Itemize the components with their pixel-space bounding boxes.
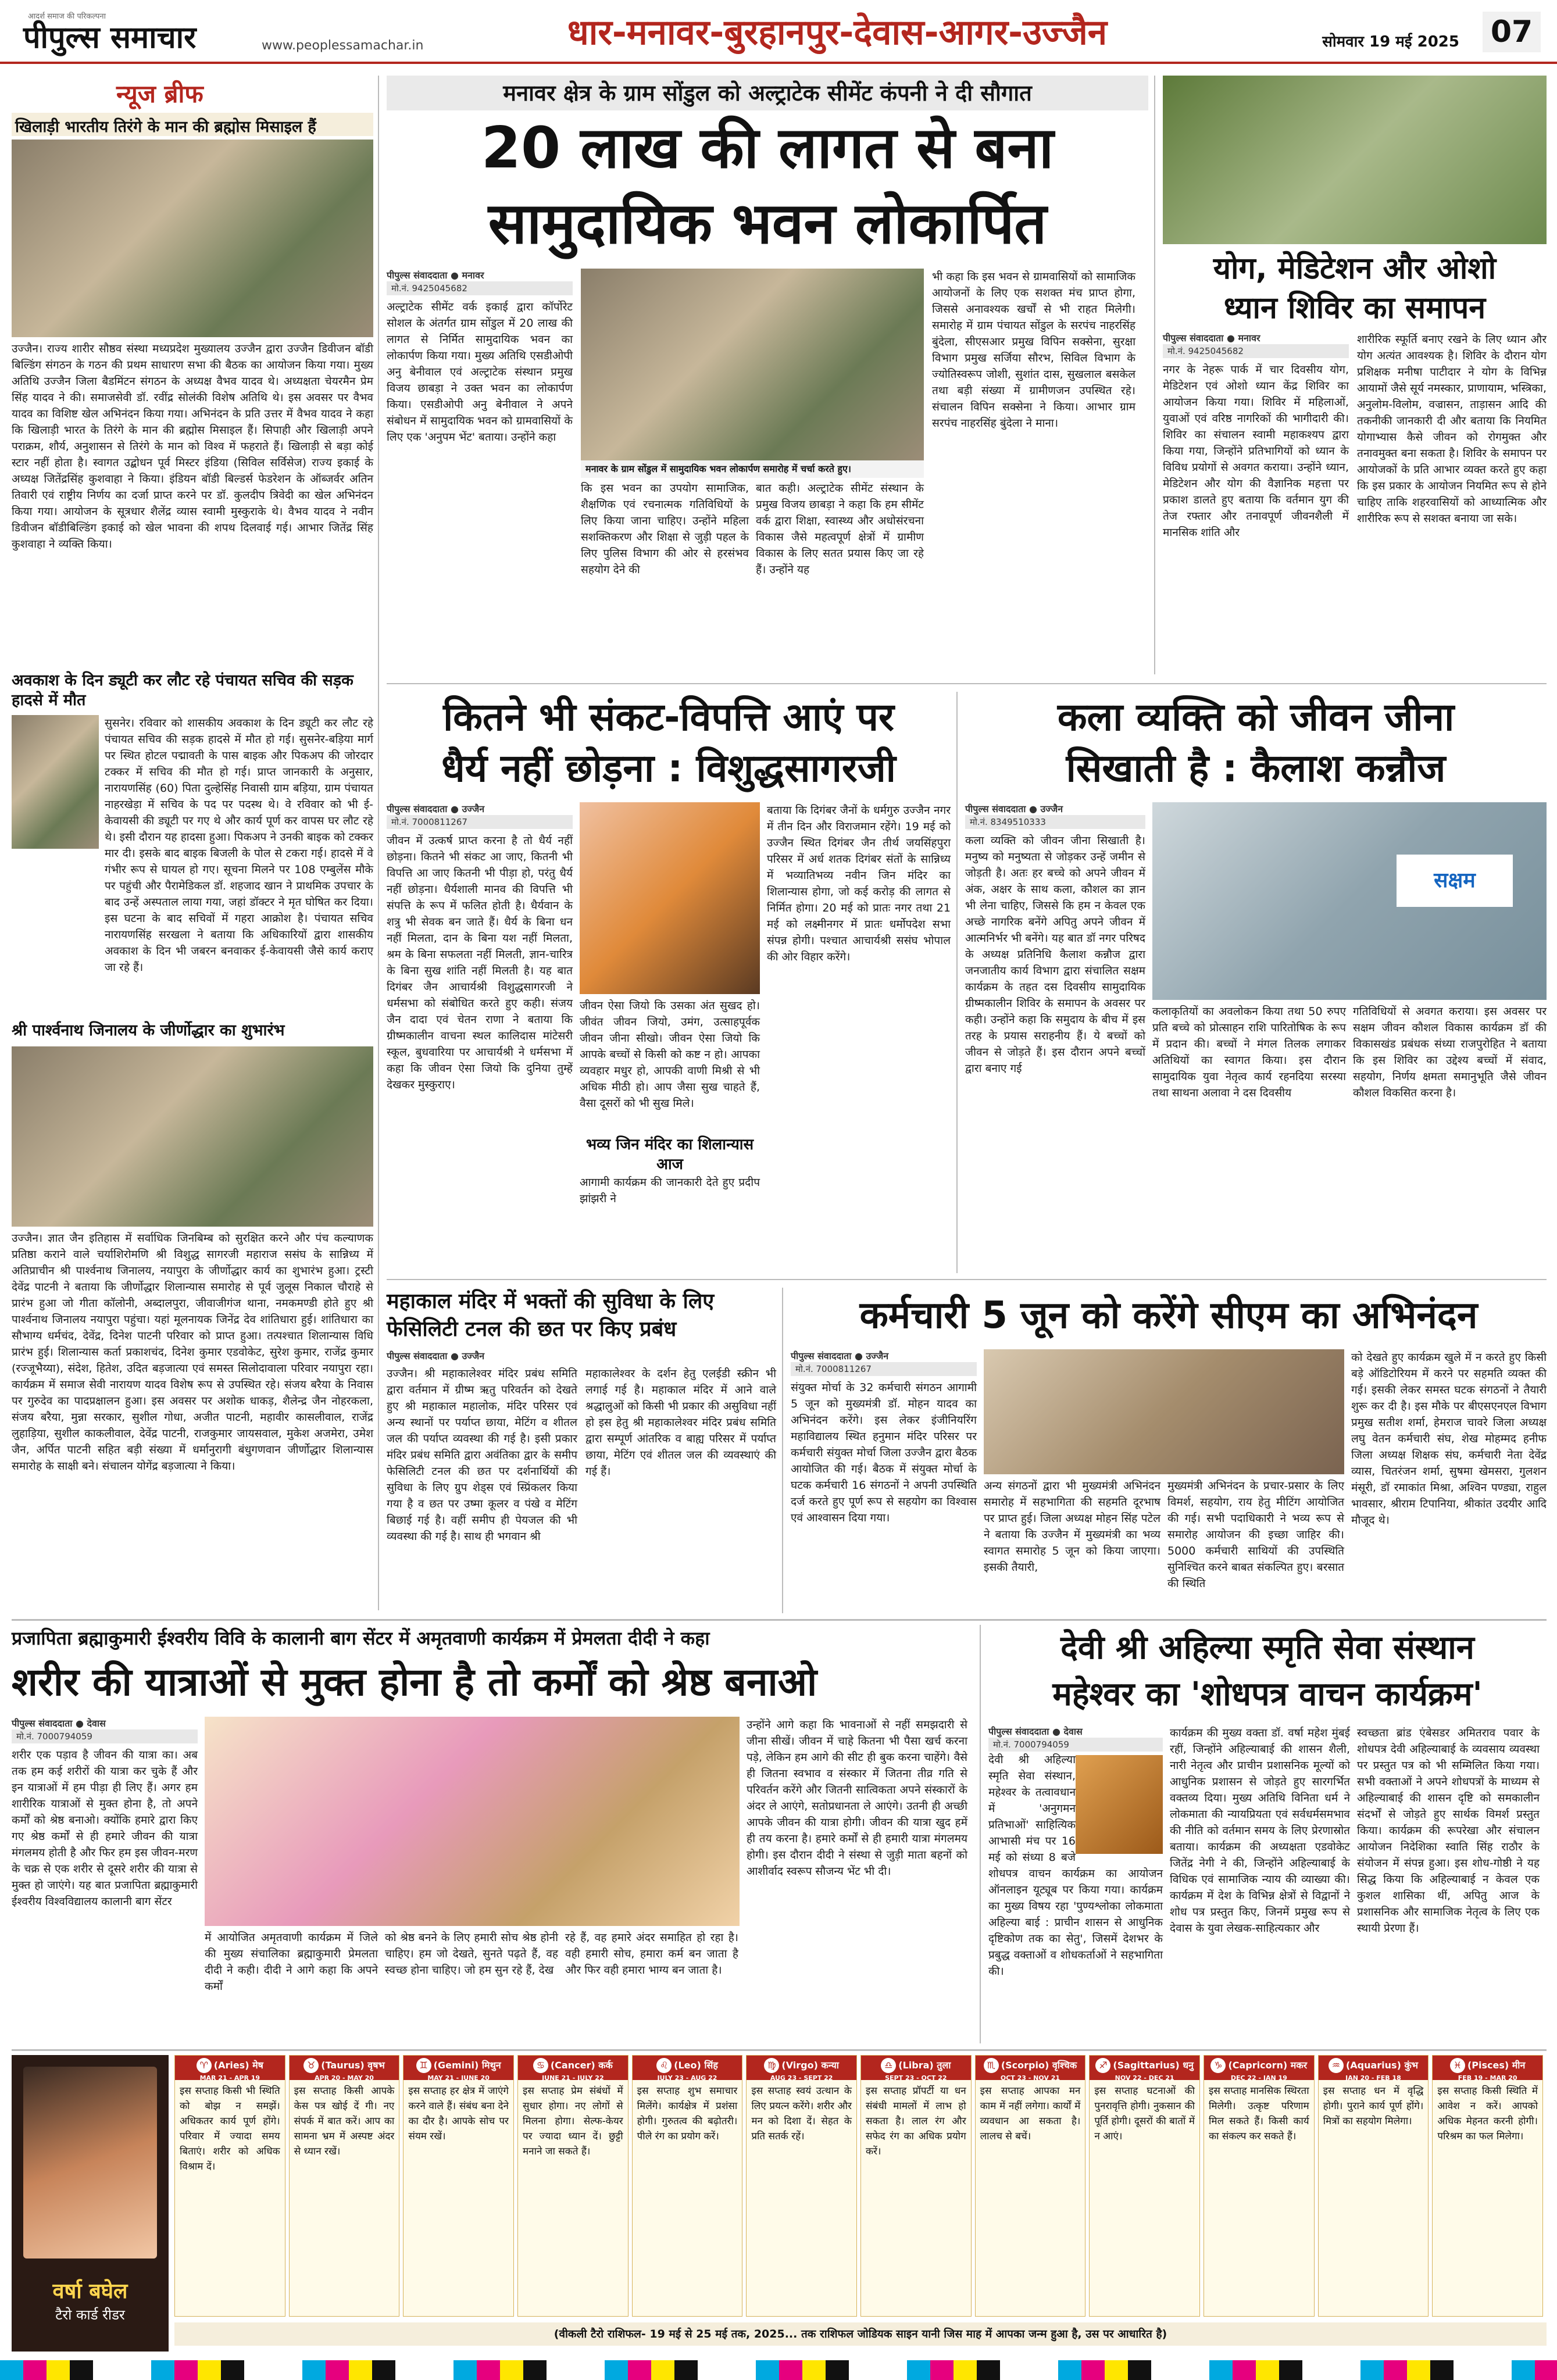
story4-photo [1152,802,1547,1000]
story4-byline: पीपुल्स संवाददाता ● उज्जैन [965,803,1063,814]
brief1-body: उज्जैन। राज्य शारीर सौष्ठव संस्था मध्यप्रदेश मुख्यालय उज्जैन द्वारा उज्जैन डिवीजन बॉडी बिल्डिंग संगठन के गठन की प्रथम साधारण सभा की बैठक का आयोजन किया गया। मुख्य अतिथि उज्जैन जिला बैडमिंटन संगठन के अध्यक्ष वैभव यादव थे। अध्यक्षता चेयरमैन प्रेम सिंह यादव ने की। समाजसेवी डॉ. रवींद्र सोलंकी विशेष अतिथि थे। इस अवसर पर वैभव यादव का विशिष्ट खेल अभिनंदन किया गया। अभिनंदन के प्रति उत्तर में वैभव यादव ने कहा कि खिलाड़ी भारत के तिरंगे के मान की ब्रह्मोस मिसाइल हैं। सिपाही और खिलाड़ी अपने पराक्रम, शौर्य, अनुशासन से तिरंगे के मान को विश्व में फहराते हैं। खिलाड़ी से बड़ा कोई स्टार नहीं होता है। स्वागत उद्बोधन पूर्व मिस्टर इंडिया (सिविल सर्विसेज) राज्य इकाई के अध्यक्ष जितेंद्रसिंह कुशवाहा ने किया। इंडियन बॉडी बिल्डर्स फेडरेशन के ऑब्जर्वर अतिन तिवारी एवं राष्ट्रीय निर्णय का दर्जा प्राप्त करने पर डॉ. कुलदीप त्रिवेदी का खेल अभिनंदन किया गया। आयोजन के सूत्रधार शैलेंद्र व्यास स्वामी मुस्कुराके थे। वैभव यादव ने नवीन डिवीजन बॉडीबिल्डिंग इकाई को खेल भावना की शपथ दिलवाई गई। आभार जितेंद्र सिंह कुशवाहा ने व्यक्ति किया। [12,342,373,551]
logo-text: पीपुल्स समाचार [23,20,197,55]
rashi-text: इस सप्ताह हर क्षेत्र में जाएंगे करने वाले हैं। संबंध बना देने का दौर है। आपके सोच पर संयम रखें। [408,2085,509,2142]
rashi-text: इस सप्ताह मानसिक स्थिरता मिलेगी। उत्कृष्ट परिणाम मिल सकते हैं। किसी कार्य का संकल्प कर सकते हैं। [1209,2085,1309,2142]
story8-headline-2: महेश्वर का 'शोधपत्र वाचन कार्यक्रम' [1052,1675,1483,1713]
story3-byline: पीपुल्स संवाददाता ● उज्जैन [387,803,485,814]
story2-mobile: मो.नं. 9425045682 [1163,344,1349,358]
rashi-box-5 [746,2055,857,2317]
rashi-box-11 [1432,2055,1543,2317]
rashi-box-6 [860,2055,972,2317]
story8-headline-1: देवी श्री अहिल्या स्मृति सेवा संस्थान [1060,1629,1474,1667]
rashi-box-7 [975,2055,1086,2317]
rashi-header [1090,2056,1199,2080]
story8-mobile: मो.नं. 7000794059 [988,1738,1163,1752]
story1-col1: अल्ट्राटेक सीमेंट वर्क इकाई द्वारा कॉर्पोरेट सोशल के अंतर्गत ग्राम सोंडुल में 20 लाख की लागत से निर्मित सामुदायिक भवन का लोकार्पण किया गया। मुख्य अतिथि एसडीओपी अनु बेनीवाल एवं अल्ट्राटेक संस्थान प्रमुख विजय छाबड़ा ने उक्त भवन का लोकार्पण किया। एसडीओपी अनु बेनीवाल ने अपने संबोधन में सामुदायिक भवन को ग्रामवासियों के लिए एक 'अनुपम भेंट' बताया। उन्होंने कहा [387,301,573,444]
rashi-dates: NOV 22 - DEC 21 [1115,2074,1174,2082]
story6-col1: संयुक्त मोर्चा के 32 कर्मचारी संगठन आगामी 5 जून को मुख्यमंत्री डॉ. मोहन यादव का अभिनंदन करेंगे। इस लेकर इंजीनियरिंग महाविद्यालय स्थित हनुमान मंदिर परिसर पर कर्मचारी संयुक्त मोर्चा जिला उज्जैन द्वारा बैठक आयोजित की गई। बैठक में संयुक्त मोर्चा के घटक कर्मचारी 16 संगठनों ने अपनी उपस्थिति दर्ज करते हुए पूर्ण रूप से सहयोग का विश्वास एवं आश्वासन दिया गया। [791,1381,977,1524]
newspaper-logo[interactable] [23,10,267,55]
rashi-header [861,2056,971,2080]
rashi-name: (Aries) मेष [213,2060,263,2071]
story3-sub-body: आगामी कार्यक्रम की जानकारी देते हुए प्रदीप झांझरी ने [580,1176,760,1205]
rashi-box-10 [1318,2055,1429,2317]
zodiac-icon: ♈ [197,2058,212,2073]
story6-col4: को देखते हुए कार्यक्रम खुले में न करते हुए किसी बड़े ऑडिटोरियम में करने पर सहमति व्यक्त की गई। इसकी लेकर समस्त घटक संगठनों ने तैयारी शुरू कर दी है। इस मौके पर बीएसएनएल विभाग प्रमुख सतीश शर्मा, हेमराज चावरे जिला अध्यक्ष लघु वेतन कर्मचारी संघ, शेख मोहम्मद हनीफ जिला अध्यक्ष शिक्षक संघ, कर्मचारी नेता देवेंद्र व्यास, चितरंजन शर्मा, सुषमा खेमसरा, गुलशन मंसूरी, डॉ रमाकांत मिश्रा, अश्विन पण्ड्या, राहुल भावसार, श्रीराम टिपानिया, श्रीकांत उदयीर आदि मौजूद थे। [1351,1351,1547,1527]
rashi-header [1433,2056,1542,2080]
rashi-dates: JAN 20 - FEB 18 [1345,2074,1401,2082]
rashi-box-2 [403,2055,514,2317]
rashi-dates: JULY 23 - AUG 22 [657,2074,717,2082]
rashi-header [175,2056,285,2080]
story4-headline-1: कला व्यक्ति को जीवन जीना [1057,695,1455,739]
story7-col4: रहे हैं, वह हमारे अंदर समाहित हो रहा है। वही हमारी सोच, हमारा कर्म बन जाता है और फिर वही हमारा भाग्य बन जाता है। [565,1931,738,1977]
story8-byline: पीपुल्स संवाददाता ● देवास [988,1726,1083,1737]
rashifal-grid [174,2055,1547,2317]
story6-photo [984,1349,1344,1474]
story7-photo [205,1717,740,1926]
rashi-dates: APR 20 - MAY 20 [315,2074,374,2082]
rashi-name: (Virgo) कन्या [781,2060,839,2071]
story2-headline-1: योग, मेडिटेशन और ओशो [1213,251,1497,286]
sakshm-banner: सक्षम [1397,855,1513,907]
zodiac-icon: ♌ [656,2058,672,2073]
story1-col4: भी कहा कि इस भवन से ग्रामवासियों को सामाजिक आयोजनों के लिए एक सशक्त मंच प्राप्त होगा, जिससे अनावश्यक खर्चों से भी राहत मिलेगी। समारोह में ग्राम पंचायत सोंडुल के सरपंच नाहरसिंह बुंदेला, सीएसआर प्रमुख विपिन सक्सेना, सुरक्षा विभाग प्रमुख सर्जिया सौरभ, सिविल विभाग के ज्योतिस्वरूप जोशी, सुशांत दास, सुखलाल बसकेल तथा बड़ी संख्या में ग्रामीणजन उपस्थित रहे। संचालन विपिन सक्सेना ने किया। आभार ग्राम सरपंच नाहरसिंह बुंदेला ने माना। [932,270,1135,430]
brief2-photo [12,715,99,849]
brief3-photo [12,1046,373,1227]
print-registration-marks [0,2360,1557,2380]
story8-photo [1076,1755,1163,1854]
story1-mobile: मो.नं. 9425045682 [387,281,573,295]
rashi-text: इस सप्ताह किसी भी स्थिति को बोझ न समझें। अधिकतर कार्य पूर्ण होंगे। परिवार में ज्यादा समय बिताएं। शरीर को अधिक विश्राम दें। [180,2085,280,2172]
rashi-name: (Sagittarius) धनु [1113,2060,1194,2071]
rashi-box-4 [632,2055,743,2317]
zodiac-icon: ♋ [533,2058,548,2073]
story3-col3: बताया कि दिगंबर जैनों के धर्मगुरु उज्जैन नगर में तीन दिन और विराजमान रहेंगे। 19 मई को उज्जैन स्थित दिगंबर जैन तीर्थ जयसिंहपुरा परिसर में अर्ध शतक दिगंबर संतों के सान्निध्य में भव्यातिभव्य नवीन जिन मंदिर का शिलान्यास होगा, जो कई करोड़ की लागत से निर्मित होगा। 20 मई को प्रातः नगर तथा 21 मई को लक्ष्मीनगर में प्रातः धर्मोपदेश सभा संपन्न होगी। पश्चात आचार्यश्री ससंघ भोपाल की ओर विहार करेंगे। [767,804,951,963]
rashi-name: (Aquarius) कुंभ [1345,2060,1418,2071]
rashi-name: (Libra) तुला [898,2060,951,2071]
rashi-text: इस सप्ताह किसी आपके केस पत्र खोई दें गी। नए संपर्क में बात करें। आप का सामना भ्रम में अस्पष्ट अंदर से ध्यान रखें। [294,2085,395,2157]
story7-mobile: मो.नं. 7000794059 [12,1729,198,1743]
story-community-hall [387,76,1148,674]
reader-title: टैरो कार्ड रीडर [55,2307,125,2323]
story-yoga-camp [1163,76,1547,674]
story7-byline: पीपुल्स संवाददाता ● देवास [12,1718,106,1729]
rashi-dates: JUNE 21 - JULY 22 [542,2074,604,2082]
story3-col1: जीवन में उत्कर्ष प्राप्त करना है तो धैर्य नहीं छोड़ना। कितने भी संकट आ जाए, कितनी भी विपत्ति आ जाए कितनी भी पीड़ा हो, परंतु धैर्य नहीं छोड़ना। धैर्यशाली मानव की विपत्ति भी संपत्ति के रूप में फलित होती है। धैर्यवान के शत्रु भी सेवक बन जाते हैं। धैर्य के बिना धन नहीं मिलता, दान के बिना यश नहीं मिलता, श्रम के बिना सफलता नहीं मिलती, ज्ञान-चारित्र के बिना सुख शांति नहीं मिलती है। यह बात दिगंबर जैन आचार्यश्री विशुद्धसागरजी ने धर्मसभा को संबोधित करते हुए कही। संजय जैन दादा एवं चेतन राणा ने बताया कि ग्रीष्मकालीन वाचना स्थल कालिदास मांटेसरी स्कूल, बुधवारिया पर आचार्यश्री ने धर्मसभा में कहा कि जीवन ऐसा जियो कि दुनिया तुम्हें देखकर मुस्कुराए। [387,834,573,1091]
story6-byline: पीपुल्स संवाददाता ● उज्जैन [791,1350,889,1361]
story5-byline: पीपुल्स संवाददाता ● उज्जैन [387,1350,485,1361]
story1-col2: कि इस भवन का उपयोग सामाजिक, शैक्षणिक एवं रचनात्मक गतिविधियों के लिए किया जाना चाहिए। उन्होंने महिला सशक्तिकरण और शिक्षा से जुड़ी पहल के लिए पुलिस विभाग की ओर से हरसंभव सहयोग देने की [581,482,749,576]
rashi-header [976,2056,1085,2080]
rashi-text: इस सप्ताह आपका मन काम में नहीं लगेगा। कार्यों में व्यवधान आ सकता है। लालच से बचें। [980,2085,1081,2142]
story3-headline-2: धैर्य नहीं छोड़ना : विशुद्धसागरजी [441,746,896,791]
story7-col5: उन्होंने आगे कहा कि भावनाओं से नहीं समझदारी से जीना सीखें। जीवन में चाहे कितना भी पैसा खर्च करना पड़े, लेकिन हम आगे की सीट ही बुक करना चाहेंगे। वैसे ही जितना स्वभाव व संस्कार में जितना तीव्र गति से परिवर्तन करेंगे और जितनी सात्विकता अपने संस्कारों के अंदर ले आएंगे, सतोप्रधानता ले आएंगे। उतनी ही अच्छी आपके जीवन की यात्रा होगी। जीवन की यात्रा खुद हमें ही तय करना है। हमारे कर्मों से ही हमारी यात्रा मंगलमय होगी। इस दौरान दीदी ने संस्था से जुड़ी माता बहनों को आशीर्वाद स्वरूप सौजन्य भेंट भी दी। [747,1718,967,1878]
story3-col2: जीवन ऐसा जियो कि उसका अंत सुखद हो। जीवंत जीवन जियो, उमंग, उत्साहपूर्वक जीवन जीना सीखो। जीवन ऐसा जियो कि आपके बच्चों से किसी को कष्ट न हो। आपका व्यवहार मधुर हो, आपकी वाणी मिश्री से भी अधिक मीठी हो। आप जैसा सुख चाहते हैं, वैसा दूसरों को भी सुख मिले। [580,999,760,1110]
site-url[interactable]: www.peoplessamachar.in [262,38,424,53]
rashi-header [290,2056,399,2080]
brief3-body: उज्जैन। ज्ञात जैन इतिहास में सर्वाधिक जिनबिम्ब को सुरक्षित करने और पंच कल्याणक प्रतिष्ठा कराने वाले चर्याशिरोमणि श्री विशुद्ध सागरजी महाराज ससंघ के सान्निध्य में अतिप्राचीन श्री पार्श्वनाथ जिनालय, नयापुरा के जीर्णोद्धार कार्य का शुभारंभ हुआ। ट्रस्टी देवेंद्र पाटनी ने बताया कि जीर्णोद्धार शिलान्यास समारोह से पूर्व जुलूस निकाल चौराहे से प्रारंभ हुआ जो गीता कॉलोनी, अब्दालपुरा, जीवाजीगंज थाना, नमकमण्डी होते हुए श्री पार्श्वनाथ जिनालय नयापुरा पहुंचा। यहां मूलनायक जिनेंद्र देव शांतिधारा हुई। शांतिधारा का सौभाग्य धर्मचंद, देवेंद्र, दिनेश पाटनी परिवार को प्राप्त हुआ। तत्पश्चात शिलान्यास विधि प्रारंभ हुई। शिलान्यास कर्ता प्रकाशचंद, दिनेश कुमार एडवोकेट, सुरेश कुमार, राजेंद्र कुमार (रज्जूभैय्या), संदेश, हितेश, उदित बड़जात्या एवं समस्त सिलोदावाला परिवार नयापुरा रहा। कार्यक्रम में समाज सेवी नारायण यादव विशेष रूप से उपस्थित रहे। संजय बरैया के निवास पर गुरुदेव का पादप्रक्षालन हुआ। इस अवसर पर अशोक धाकड़, शैलेन्द्र जैन नोहरकला, संजय बरैया, मुन्ना सरकार, सुशील गोधा, अजीत पाटनी, महावीर कासलीवाल, राजेंद्र लुहाड़िया, सुशील काकलीवाल, देवेंद्र पाटनी, राजकुमार जायसवाल, मुकेश अजमेरा, उमेश जैन, अर्पित पाटनी सहित बड़ी संख्या में धर्मानुरागी बंधुगणवान जीर्णोद्धार शिलान्यास समारोह के साक्षी बने। संचालन योगेंद्र बड़जात्या ने किया। [12,1232,373,1473]
rashi-text: इस सप्ताह प्रॉपर्टी या धन संबंधी मामलों में लाभ हो सकता है। लाल रंग और सफेद रंग का अधिक प्रयोग करें। [866,2085,966,2157]
rashi-text: इस सप्ताह प्रेम संबंधों में सुधार होगा। नए लोगों से मिलना होगा। सेल्फ-केयर पर ज्यादा ध्यान दें। छुट्टी मनाने जा सकते हैं। [523,2085,623,2157]
rashi-box-0 [174,2055,285,2317]
story4-col1: कला व्यक्ति को जीवन जीना सिखाती है। मनुष्य को मनुष्यता से जोड़कर उन्हें जमीन से जोड़ती है। अतः हर बच्चे को अपने जीवन में अंक, अक्षर के साथ कला, कौशल का ज्ञान भी लेना चाहिए, जिससे कि हम न केवल एक अच्छे नागरिक बनेंगे अपितु अपने जीवन में आत्मनिर्भर भी बनेंगे। यह बात डॉ नगर परिषद के अध्यक्ष प्रतिनिधि कैलाश कन्नौज द्वारा जनजातीय कार्य विभाग द्वारा संचालित सक्षम कार्यक्रम के तहत दस दिवसीय सामुदायिक ग्रीष्मकालीन शिविर के समापन के अवसर पर कही। उन्होंने कहा कि समुदाय के बीच में इस तरह के प्रयास सराहनीय हैं। ये बच्चों को जीवन से जोड़ते हैं। इस दौरान अपने बच्चों द्वारा बनाए गई [965,834,1145,1075]
story8-col3: स्वच्छता ब्रांड एंबेसडर अमितराव पवार के शोधपत्र देवी अहिल्याबाई के व्यवसाय व्यवस्था पर प्रस्तुत पत्र को भी सम्मिलित किया गया। सभी वक्ताओं ने अपने शोधपत्रों के माध्यम से अहिल्याबाई की शासन दृष्टि को समकालीन संदर्भों से जोड़ते हुए सार्थक विमर्श प्रस्तुत किया। कार्यक्रम की रूपरेखा और संचालन आयोजन निदेशिका स्वाति सिंह राठौर के संयोजन में संपन्न हुआ। इस शोध-गोष्ठी ने यह सिद्ध किया कि अहिल्याबाई न केवल एक कुशल शासिका थीं, अपितु आज के प्रशासनिक और सामाजिक नेतृत्व के लिए एक स्थायी प्रेरणा हैं। [1357,1727,1540,1935]
rashi-box-3 [517,2055,628,2317]
rashi-dates: MAR 21 - APR 19 [199,2074,260,2082]
rashi-header [633,2056,742,2080]
story1-headline-2: सामुदायिक भवन लोकार्पित [488,191,1047,257]
story6-headline: कर्मचारी 5 जून को करेंगे सीएम का अभिनंदन [859,1294,1478,1337]
story4-mobile: मो.नं. 8349510333 [965,815,1145,829]
story2-col1: नगर के नेहरू पार्क में चार दिवसीय योग, मेडिटेशन एवं ओशो ध्यान केंद्र शिविर का आयोजन किया गया। शिविर में महिलाओं, युवाओं एवं वरिष्ठ नागरिकों की भागीदारी की। शिविर का संचालन स्वामी महाकश्यप द्वारा किया गया, जिन्होंने प्रतिभागियों को ध्यान के विविध प्रयोगों से अवगत कराया। उन्होंने ध्यान, मेडिटेशन और योग की वैज्ञानिक महत्ता पर प्रकाश डालते हुए बताया कि वर्तमान युग की तेज रफ्तार और तनावपूर्ण जीवनशैली में मानसिक शांति और [1163,363,1349,539]
story-kailash-kannoj [965,692,1547,1273]
news-brief-label: न्यूज ब्रीफ [116,80,203,108]
story1-photo [581,269,924,460]
story5-headline-2: फेसिलिटी टनल की छत पर किए प्रबंध [387,1317,677,1341]
zodiac-icon: ♎ [881,2058,896,2073]
story4-col2: कलाकृतियों का अवलोकन किया तथा 50 रुपए प्रति बच्चे को प्रोत्साहन राशि पारितोषिक के रूप में प्रदान की। बच्चों ने मंगल तिलक लगाकर अतिथियों का स्वागत किया। इस दौरान सामुदायिक युवा नेतृत्व कार्य रहनदिया सरस्या तथा साथना अलावा ने दस दिवसीय [1152,1005,1346,1099]
issue-date: सोमवार 19 मई 2025 [1322,33,1459,51]
reader-photo [23,2067,157,2259]
rashi-dates: MAY 21 - JUNE 20 [427,2074,490,2082]
story2-photo [1163,76,1547,244]
news-brief-column [12,76,373,1610]
rashi-name: (Pisces) मीन [1467,2060,1526,2071]
rashi-box-9 [1204,2055,1315,2317]
zodiac-icon: ♓ [1450,2058,1465,2073]
story7-col1: शरीर एक पड़ाव है जीवन की यात्रा का। अब तक हम कई शरीरों की यात्रा कर चुके हैं और इन यात्राओं में हम पीड़ा ही लिए हैं। अगर हम शारीरिक यात्राओं से मुक्त होना है, तो अपने कर्मों को श्रेष्ठ बनाओ। क्योंकि हमारे द्वारा किए गए श्रेष्ठ कर्मों से ही हमारे जीवन की यात्रा मंगलमय होती है और फिर हम इस जीवन-मरण के चक्र से एक शरीर से दूसरे शरीर की यात्रा से मुक्त हो जाएंगे। यह बात प्रजापिता ब्रह्माकुमारी ईश्वरीय विश्वविद्यालय कालानी बाग सेंटर [12,1749,198,1908]
story2-headline-2: ध्यान शिविर का समापन [1223,291,1486,326]
brief2-body: सुसनेर। रविवार को शासकीय अवकाश के दिन ड्यूटी कर लौट रहे पंचायत सचिव की सड़क हादसे में मौत हो गई। सुसनेर-बड़िया मार्ग पर स्थित होटल पद्मावती के पास बाइक और पिकअप की जोरदार टक्कर में सचिव की मौत हो गई। प्राप्त जानकारी के अनुसार, नारायणसिंह (60) पिता दुल्हेसिंह निवासी ग्राम बड़िया, ग्राम पंचायत नाहरखेड़ा में सचिव के पद पर पदस्थ थे। वे रविवार को भी ई-केवायसी की ड्यूटी पर गए थे और कार्य पूर्ण कर वापस घर लौट रहे थे। इसी दौरान यह हादसा हुआ। पिकअप ने उनकी बाइक को टक्कर मार दी। इसके बाद बाइक बिजली के पोल से टकरा गई। हादसे में वे गंभीर रूप से घायल हो गए। सूचना मिलने पर 108 एम्बुलेंस मौके पर पहुंची और पैरामेडिकल डॉ. शहजाद खान ने प्राथमिक उपचार के बाद उन्हें अस्पताल लाया गया, जहां डॉक्टर ने मृत घोषित कर दिया। इस घटना के बाद सचिवों में गहरा आक्रोश है। पंचायत सचिव नारायणसिंह सरखला ने बताया कि अधिकारियों द्वारा शासकीय अवकाश के दिन भी जबरन बनवाकर ई-केवायसी जैसे कार्य कराए जा रहे हैं। [105,717,373,974]
story2-col2: शारीरिक स्फूर्ति बनाए रखने के लिए ध्यान और योग अत्यंत आवश्यक है। शिविर के दौरान योग प्रशिक्षक मनीषा पाटीदार ने योग के विभिन्न आयामों जैसे सूर्य नमस्कार, प्राणायाम, भस्त्रिका, अनुलोम-विलोम, वज्रासन, ताड़ासन आदि की तकनीकी जानकारी दी और बताया कि नियमित योगाभ्यास कैसे जीवन को रोगमुक्त और तनावमुक्त बना सकता है। शिविर के समापन पर आयोजकों के प्रति आभार व्यक्त करते हुए कहा कि इस प्रकार के आयोजन नियमित रूप से होने चाहिए ताकि शहरवासियों को आध्यात्मिक और शारीरिक रूप से सशक्त बनाया जा सके। [1357,333,1547,525]
masthead [0,0,1557,64]
story8-col2: कार्यक्रम की मुख्य वक्ता डॉ. वर्षा महेश मुंबई रहीं, जिन्होंने अहिल्याबाई की शासन शैली, नारी नेतृत्व और प्राचीन प्रशासनिक मूल्यों को आधुनिक प्रशासन से जोड़ते हुए सारगर्भित वक्तव्य दिया। मुख्य अतिथि विनिता धर्म ने लोकमाता की न्यायप्रियता एवं सर्वधर्मसमभाव की नीति को वर्तमान समय के लिए प्रेरणास्रोत बताया। कार्यक्रम की अध्यक्षता एडवोकेट जितेंद्र नेगी ने की, जिन्होंने अहिल्याबाई के विधिक एवं सामाजिक न्याय की व्याख्या की। कार्यक्रम में देश के विभिन्न क्षेत्रों से विद्वानों ने शोध पत्र प्रस्तुत किए, जिनमें प्रमुख रूप से देवास के युवा लेखक-साहित्यकार और [1170,1727,1350,1935]
zodiac-icon: ♊ [416,2058,431,2073]
story3-subhead: भव्य जिन मंदिर का शिलान्यास आज [585,1136,754,1173]
region-title: धार-मनावर-बुरहानपुर-देवास-आगर-उज्जैन [567,12,1108,53]
story7-col3: को श्रेष्ठ बनने के लिए हमारी सोच श्रेष्ठ होनी चाहिए। हम जो देखते, सुनते पढ़ते हैं, वह स्वच्छ होना चाहिए। जो हम सुन रहे हैं, देख [385,1931,558,1977]
rashi-dates: DEC 22 - JAN 19 [1230,2074,1287,2082]
rashi-name: (Taurus) वृषभ [321,2060,385,2071]
zodiac-icon: ♉ [303,2058,319,2073]
rashifal-footer: (वीकली टैरो राशिफल- 19 मई से 25 मई तक, 2025... तक राशिफल जोडियक साइन यानी जिस माह में आपका जन्म हुआ है, उस पर आधारित है) [174,2322,1547,2346]
zodiac-icon: ♒ [1329,2058,1344,2073]
brief3-title: श्री पार्श्वनाथ जिनालय के जीर्णोद्धार का शुभारंभ [12,1021,285,1039]
rashi-box-8 [1089,2055,1200,2317]
story3-mobile: मो.नं. 7000811267 [387,815,573,829]
rashi-box-1 [289,2055,400,2317]
story7-headline: शरीर की यात्राओं से मुक्त होना है तो कर्मों को श्रेष्ठ बनाओ [12,1659,817,1704]
story1-col3: बात कही। अल्ट्राटेक सीमेंट संस्थान के प्रमुख विजय छाबड़ा ने कहा कि हम सीमेंट वर्क द्वारा शिक्षा, स्वास्थ्य और अधोसंरचना विकास जैसे महत्वपूर्ण क्षेत्रों में ग्रामीण विकास के लिए सतत प्रयास किए जा रहे हैं। उन्होंने यह [756,482,924,576]
reader-name: वर्षा बघेल [52,2279,128,2303]
story3-photo [580,802,760,994]
rashi-text: इस सप्ताह स्वयं उत्थान के लिए प्रयत्न करेंगे। शरीर और मन को दिशा दें। सेहत के प्रति सतर्क रहें। [751,2085,852,2142]
story5-headline-1: महाकाल मंदिर में भक्तों की सुविधा के लिए [387,1289,715,1313]
zodiac-icon: ♍ [764,2058,779,2073]
rashi-text: इस सप्ताह शुभ समाचार मिलेंगे। कार्यक्षेत्र में प्रशंसा होगी। गुरुतत्व की बढ़ोतरी। पीले रंग का प्रयोग करें। [637,2085,738,2142]
story1-headline-1: 20 लाख की लागत से बना [481,115,1054,181]
rashi-text: इस सप्ताह धन में वृद्धि होगी। पुराने कार्य पूर्ण होंगे। मित्रों का सहयोग मिलेगा। [1323,2085,1424,2127]
rashi-dates: OCT 23 - NOV 21 [1000,2074,1060,2082]
zodiac-icon: ♐ [1095,2058,1110,2073]
rashi-name: (Gemini) मिथुन [433,2060,501,2071]
story7-col2: में आयोजित अमृतवाणी कार्यक्रम में जिले की मुख्य संचालिका ब्रह्माकुमारी प्रेमलता दीदी ने कही। दीदी ने आगे कहा कि अपने कर्मों [205,1931,378,1993]
story1-kicker: मनावर क्षेत्र के ग्राम सोंडुल को अल्ट्राटेक सीमेंट कंपनी ने दी सौगात [387,76,1148,110]
story2-byline: पीपुल्स संवाददाता ● मनावर [1163,333,1260,344]
rashi-header [1319,2056,1429,2080]
brief2-title: अवकाश के दिन ड्यूटी कर लौट रहे पंचायत सचिव की सड़क हादसे में मौत [12,671,353,709]
rashi-text: इस सप्ताह घटनाओं की पुनरावृत्ति होगी। नुकसान की पूर्ति होगी। दूसरों की बातों में न आएं। [1094,2085,1195,2142]
rashi-header [403,2056,513,2080]
story5-col1: उज्जैन। श्री महाकालेश्वर मंदिर प्रबंध समिति द्वारा वर्तमान में ग्रीष्म ऋतु परिवर्तन को देखते हुए श्री महाकाल महालोक, मंदिर परिसर एवं अन्य स्थानों पर पर्याप्त छाया, मेटिंग व शीतल जल की पर्याप्त व्यवस्था की गई है। इसी प्रकार मंदिर प्रबंध समिति द्वारा अवंतिका द्वार के समीप फेसिलिटी टनल की छत पर दर्शनार्थियों की सुविधा के लिए ग्रुप शेड्स एवं स्प्रिंकलर किया गया है व छत पर उष्मा कूलर व पंखे व मेटिंग बिछाई गई है। वहीं समीप ही पेयजल की भी व्यवस्था की गई है। साथ ही भगवान श्री [387,1367,577,1543]
story6-col3: मुख्यमंत्री अभिनंदन के प्रचार-प्रसार के लिए विमर्श, सहयोग, राय हेतु मीटिंग आयोजित की गई। सभी पदाधिकारी ने भव्य रूप से समारोह आयोजन की इच्छा जाहिर की। 5000 कर्मचारी साथियों की उपस्थिति सुनिश्चित करने बाबत संकल्पित हुए। बरसात की स्थिति [1167,1480,1344,1590]
rashi-name: (Capricorn) मकर [1228,2060,1308,2071]
story-brahmakumari [12,1625,974,2043]
logo-tagline: आदर्श समाज की परिकल्पना [28,12,106,21]
tarot-reader-panel [12,2055,169,2352]
story6-col2: अन्य संगठनों द्वारा भी मुख्यमंत्री अभिनंदन समारोह में सहभागिता की सहमति दूरभाष पर प्राप्त हुई। जिला अध्यक्ष मोहन सिंह पटेल ने बताया कि उज्जैन में मुख्यमंत्री का भव्य स्वागत समारोह 5 जून को किया जाएगा। इसकी तैयारी, [984,1480,1160,1574]
rashi-header [1204,2056,1314,2080]
rashi-name: (Cancer) कर्क [550,2060,613,2071]
brief1-title: खिलाड़ी भारतीय तिरंगे के मान की ब्रह्मोस मिसाइल हैं [12,113,373,136]
story5-col2: महाकालेश्वर के दर्शन हेतु एलईडी स्क्रीन भी लगाई गई है। महाकाल मंदिर में आने वाले श्रद्धालुओं को किसी भी प्रकार की असुविधा नहीं हो इस हेतु श्री महाकालेश्वर मंदिर प्रबंध समिति द्वारा सम्पूर्ण आंतरिक व बाह्य परिसर में पर्याप्त छाया, मेटिंग एवं शीतल जल की व्यवस्थाएं की गई हैं। [585,1367,776,1478]
page-number: 07 [1483,12,1541,52]
zodiac-icon: ♑ [1210,2058,1226,2073]
story-mahakal-facility [387,1288,776,1613]
story1-photo-caption: मनावर के ग्राम सोंडुल में सामुदायिक भवन लोकार्पण समारोह में चर्चा करते हुए। [581,460,924,478]
story4-headline-2: सिखाती है : कैलाश कन्नौज [1066,746,1446,791]
rashi-name: (Scorpio) वृश्चिक [1001,2060,1077,2071]
story-employees-cm [791,1288,1547,1613]
story6-mobile: मो.नं. 7000811267 [791,1362,977,1376]
rashi-dates: SEPT 23 - OCT 22 [885,2074,947,2082]
story-ahilya-sansthan [988,1625,1547,2043]
rashi-name: (Leo) सिंह [674,2060,718,2071]
story7-kicker: प्रजापिता ब्रह्माकुमारी ईश्वरीय विवि के कालानी बाग सेंटर में अमृतवाणी कार्यक्रम में प्रेमलता दीदी ने कहा [12,1627,710,1649]
rashi-dates: AUG 23 - SEPT 22 [770,2074,833,2082]
story3-headline-1: कितने भी संकट-विपत्ति आएं पर [443,695,894,739]
zodiac-icon: ♏ [984,2058,999,2073]
rashi-header [747,2056,856,2080]
story4-col3: गतिविधियों से अवगत कराया। इस अवसर पर सक्षम जीवन कौशल विकास कार्यक्रम डॉ की विकासखंड प्रबंधक संध्या राजपुरोहित ने बताया कि इस शिविर का उद्देश्य बच्चों में संवाद, सहयोग, निर्णय क्षमता समानुभूति जैसे जीवन कौशल विकसित करना है। [1353,1005,1547,1099]
brief1-photo [12,140,373,337]
story-vishuddhasagar [387,692,951,1273]
rashi-text: इस सप्ताह किसी स्थिति में आवेश न करें। आपको अधिक मेहनत करनी होगी। परिश्रम का फल मिलेगा। [1437,2085,1538,2142]
story8-col1: देवी श्री अहिल्या स्मृति सेवा संस्थान, महेश्वर के तत्वावधान में 'अनुगमन प्रतिभाओं' साहित्यिक आभासी मंच पर 16 मई को संध्या 8 बजे शोधपत्र वाचन कार्यक्रम का आयोजन ऑनलाइन यूट्यूब पर किया गया। कार्यक्रम का मुख्य विषय रहा 'पुण्यश्लोका लोकमाता अहिल्या बाई : प्राचीन शासन से आधुनिक दृष्टिकोण तक का सेतु', जिसमें देशभर के प्रबुद्ध वक्ताओं व शोधकर्ताओं ने सहभागिता की। [988,1753,1163,1978]
rashi-dates: FEB 19 - MAR 20 [1458,2074,1517,2082]
story1-byline: पीपुल्स संवाददाता ● मनावर [387,270,484,281]
rashi-header [518,2056,628,2080]
